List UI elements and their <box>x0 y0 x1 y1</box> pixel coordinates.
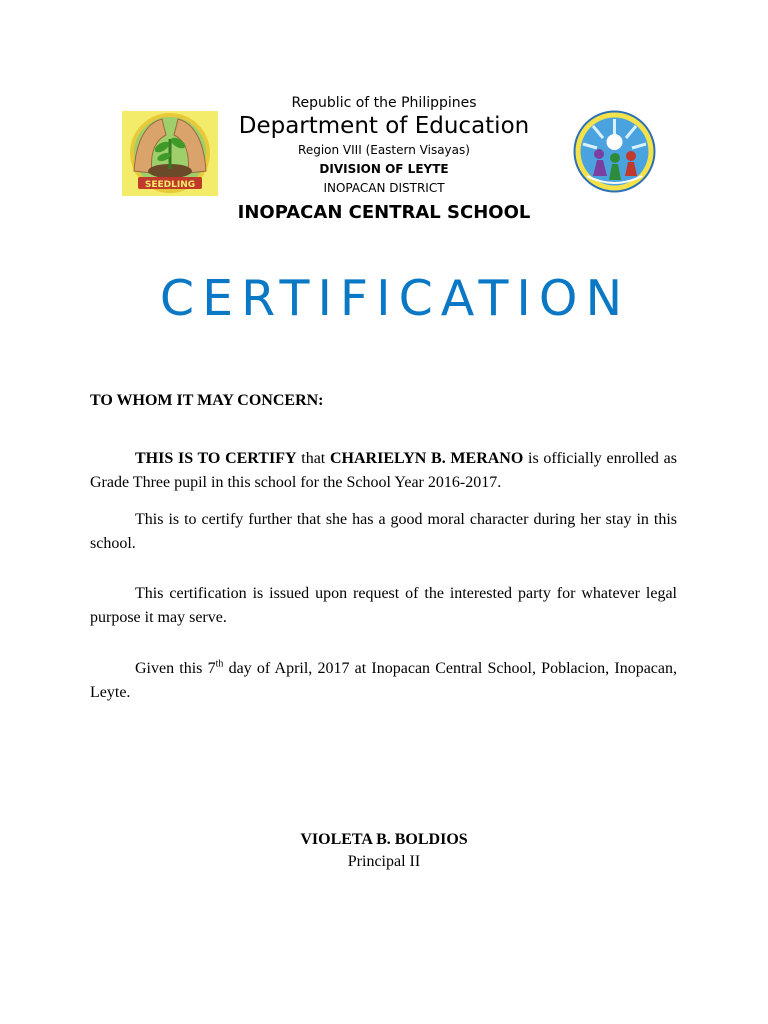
enrollment-text: is officially enrolled as Grade Three pupil in this school for the School Year 2016-2017. <box>90 450 677 491</box>
division-line: DIVISION OF LEYTE <box>319 162 449 176</box>
given-text-post: day of April, 2017 at Inopacan Central School, Poblacion, Inopacan, Leyte. <box>90 660 677 701</box>
greeting: TO WHOM IT MAY CONCERN: <box>90 392 324 409</box>
paragraph-moral-character <box>90 508 677 556</box>
purpose-text: This certification is issued upon request of the interested party for whatever legal purpose it may serve. <box>90 585 677 626</box>
certification-title: CERTIFICATION <box>159 270 631 327</box>
paragraph-purpose <box>90 582 677 630</box>
district-line: INOPACAN DISTRICT <box>323 181 445 195</box>
department-name: Department of Education <box>238 113 530 139</box>
given-text-pre: Given this 7 <box>135 660 216 677</box>
republic-line: Republic of the Philippines <box>291 95 477 111</box>
certify-connector: that <box>296 450 330 467</box>
certify-lead: THIS IS TO CERTIFY <box>135 450 297 467</box>
signatory-title: Principal II <box>347 853 421 870</box>
paragraph-given <box>90 657 677 705</box>
paragraph-enrollment <box>90 447 677 495</box>
school-name: INOPACAN CENTRAL SCHOOL <box>237 202 531 223</box>
student-name: CHARIELYN B. MERANO <box>329 450 524 467</box>
moral-character-text: This is to certify further that she has a good moral character during her stay in this school. <box>90 511 677 552</box>
region-line: Region VIII (Eastern Visayas) <box>298 143 470 157</box>
seedling-logo-text: SEEDLING <box>144 180 196 190</box>
signatory-name: VIOLETA B. BOLDIOS <box>300 831 468 848</box>
given-date-suffix: th <box>215 658 224 670</box>
